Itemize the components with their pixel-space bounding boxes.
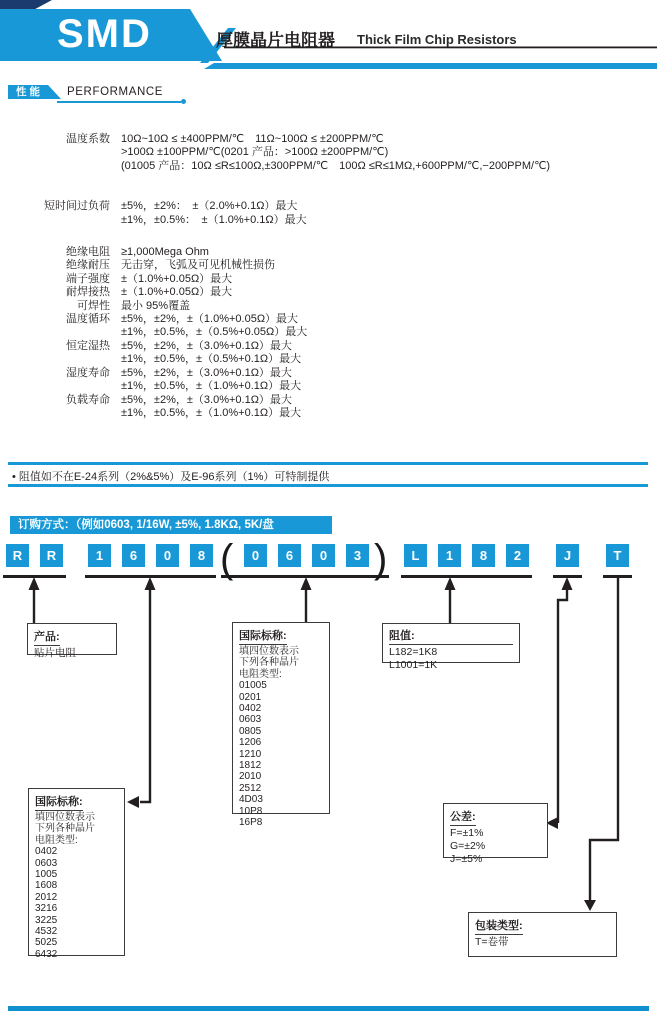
performance-heading: PERFORMANCE xyxy=(67,86,164,98)
performance-row-values xyxy=(121,273,232,286)
performance-row xyxy=(0,273,657,286)
group-underline xyxy=(85,575,216,578)
legend-line: 4532 xyxy=(35,926,58,938)
page-title-cn: 厚膜晶片电阻器 xyxy=(216,31,335,50)
group-underline xyxy=(553,575,582,578)
legend-lines xyxy=(475,936,610,949)
performance-value-line: ±5%，±2%，±（3.0%+0.1Ω）最大 xyxy=(121,339,292,352)
performance-tab-slant xyxy=(48,85,61,99)
page-title-en: Thick Film Chip Resistors xyxy=(357,32,517,47)
legend-box-inch-sizes xyxy=(232,622,330,829)
ordering-section-bar: 订购方式：（例如0603, 1/16W, ±5%, 1.8KΩ, 5K/盘 xyxy=(10,516,332,534)
legend-line: 2012 xyxy=(35,891,58,903)
performance-row xyxy=(0,300,657,313)
legend-line: 16P8 xyxy=(239,817,263,829)
legend-lines xyxy=(389,646,513,672)
code-box: 2 xyxy=(506,544,529,567)
code-box: 1 xyxy=(438,544,461,567)
legend-line: F=±1% xyxy=(450,827,484,839)
performance-table xyxy=(0,133,657,420)
code-box: L xyxy=(404,544,427,567)
note-text: • 阻值如不在E-24系列（2%&5%）及E-96系列（1%）可特制提供 xyxy=(12,471,330,483)
legend-line: L182=1K8 xyxy=(389,646,438,658)
legend-line: 5025 xyxy=(35,937,58,949)
performance-row xyxy=(0,246,657,259)
performance-row xyxy=(0,200,657,227)
ordering-diagram xyxy=(0,537,657,1002)
performance-tab-cn: 性 能 xyxy=(8,85,48,99)
performance-row xyxy=(0,286,657,299)
performance-row-values xyxy=(121,300,190,313)
performance-value-line: 无击穿，飞弧及可见机械性损伤 xyxy=(121,259,275,272)
legend-line: 2512 xyxy=(239,782,262,794)
performance-value-line: ±1%，±0.5%，±（1.0%+0.1Ω）最大 xyxy=(121,380,302,393)
legend-lines xyxy=(34,647,110,660)
performance-row xyxy=(0,133,657,173)
legend-box-tolerance xyxy=(443,803,548,865)
legend-line: 01005 xyxy=(239,680,267,692)
code-box: J xyxy=(556,544,579,567)
legend-lines xyxy=(35,812,118,960)
legend-line: 电阻类型: xyxy=(239,668,282,680)
legend-line: 0603 xyxy=(35,857,58,869)
legend-line: L1001=1K xyxy=(389,659,438,671)
legend-lines xyxy=(450,827,541,866)
code-box: 6 xyxy=(122,544,145,567)
legend-lines xyxy=(239,646,323,829)
performance-row-label: 温度循环 xyxy=(66,313,110,326)
performance-value-line: ±5%，±2%，±（3.0%+0.1Ω）最大 xyxy=(121,393,292,406)
legend-title: 公差: xyxy=(450,808,476,826)
legend-line: T=卷带 xyxy=(475,936,509,948)
legend-line: 0402 xyxy=(239,703,262,715)
legend-box-product xyxy=(27,623,117,659)
performance-row xyxy=(0,394,657,421)
legend-line: 1005 xyxy=(35,869,58,881)
legend-line: G=±2% xyxy=(450,840,486,852)
code-box: 3 xyxy=(346,544,369,567)
performance-value-line: ±5%，±2%，±（3.0%+0.1Ω）最大 xyxy=(121,366,292,379)
code-box: 8 xyxy=(472,544,495,567)
performance-value-line: >100Ω ±100PPM/℃(0201 产品：>100Ω ±200PPM/℃) xyxy=(121,146,389,159)
performance-row-label: 恒定湿热 xyxy=(66,339,110,352)
legend-line: 贴片电阻 xyxy=(34,647,76,659)
header-bar xyxy=(204,63,657,69)
group-underline xyxy=(221,575,389,578)
performance-value-line: ≥1,000Mega Ohm xyxy=(121,246,209,259)
legend-line: 6432 xyxy=(35,948,58,960)
performance-value-line: ±1%，±0.5%： ±（1.0%+0.1Ω）最大 xyxy=(121,213,307,226)
legend-line: 0805 xyxy=(239,725,262,737)
performance-row-label: 绝缘电阻 xyxy=(66,246,110,259)
performance-value-line: ±1%，±0.5%，±（1.0%+0.1Ω）最大 xyxy=(121,406,302,419)
performance-row-label: 绝缘耐压 xyxy=(66,259,110,272)
legend-line: 3216 xyxy=(35,903,58,915)
performance-row xyxy=(0,340,657,367)
code-box: 1 xyxy=(88,544,111,567)
performance-value-line: ±（1.0%+0.05Ω）最大 xyxy=(121,272,233,285)
note-rule-top xyxy=(8,462,648,465)
performance-dot xyxy=(181,99,186,104)
legend-box-packaging xyxy=(468,912,617,957)
legend-line: 4D03 xyxy=(239,794,263,806)
legend-line: 填四位数表示 xyxy=(35,812,95,823)
legend-line: 电阻类型: xyxy=(35,834,78,846)
legend-line: J=±5% xyxy=(450,853,483,865)
performance-value-line: (01005 产品：10Ω ≤R≤100Ω,±300PPM/℃ 100Ω ≤R≤1MΩ,+600PPM/℃,−200PPM/℃) xyxy=(121,159,551,172)
legend-line: 1812 xyxy=(239,760,262,772)
legend-title: 产品: xyxy=(34,628,60,646)
performance-row-label: 负载寿命 xyxy=(66,393,110,406)
legend-line: 下列各种晶片 xyxy=(239,657,299,669)
performance-row-label: 短时间过负荷 xyxy=(44,200,110,213)
note-rule-bottom xyxy=(8,484,648,487)
performance-value-line: 10Ω~10Ω ≤ ±400PPM/℃ 11Ω~100Ω ≤ ±200PPM/℃ xyxy=(121,133,384,145)
code-box: 0 xyxy=(312,544,335,567)
performance-value-line: 最小 95%覆盖 xyxy=(121,299,191,312)
performance-rule xyxy=(57,101,181,103)
legend-line: 填四位数表示 xyxy=(239,646,299,657)
legend-title: 包装类型: xyxy=(475,917,523,935)
performance-row-label: 耐焊接热 xyxy=(66,286,110,299)
performance-row-label: 温度系数 xyxy=(66,133,110,145)
code-box: T xyxy=(606,544,629,567)
legend-box-resistance xyxy=(382,623,520,671)
legend-box-metric-sizes xyxy=(28,788,125,960)
performance-row xyxy=(0,313,657,340)
legend-line: 1608 xyxy=(35,880,58,892)
performance-row-values xyxy=(121,133,550,173)
performance-row-values xyxy=(121,246,209,259)
performance-value-line: ±（1.0%+0.05Ω）最大 xyxy=(121,286,233,299)
code-box: R xyxy=(6,544,29,567)
performance-row-values xyxy=(121,340,301,367)
legend-line: 0603 xyxy=(239,714,262,726)
legend-line: 0201 xyxy=(239,691,262,703)
footer-rule xyxy=(8,1006,649,1011)
performance-row-label: 湿度寿命 xyxy=(66,366,110,379)
code-box: 6 xyxy=(278,544,301,567)
legend-line: 3225 xyxy=(35,914,58,926)
legend-title: 国际标称: xyxy=(239,627,287,645)
legend-title: 阻值: xyxy=(389,627,513,645)
paren-open: ( xyxy=(220,537,234,581)
legend-line: 2010 xyxy=(239,771,262,783)
performance-row-values xyxy=(121,313,307,340)
performance-value-line: ±1%，±0.5%，±（0.5%+0.05Ω）最大 xyxy=(121,326,308,339)
legend-line: 0402 xyxy=(35,846,58,858)
group-underline xyxy=(401,575,532,578)
performance-row-values xyxy=(121,259,275,272)
performance-row-values xyxy=(121,367,301,394)
performance-value-line: ±5%，±2%： ±（2.0%+0.1Ω）最大 xyxy=(121,200,298,213)
performance-row-label: 可焊性 xyxy=(77,299,110,312)
performance-value-line: ±5%，±2%，±（1.0%+0.05Ω）最大 xyxy=(121,313,299,326)
code-box: 0 xyxy=(244,544,267,567)
performance-row xyxy=(0,367,657,394)
performance-row xyxy=(0,259,657,272)
smd-logo: SMD xyxy=(57,12,152,56)
performance-row-label: 端子强度 xyxy=(66,272,110,285)
group-underline xyxy=(3,575,66,578)
legend-title: 国际标称: xyxy=(35,793,83,811)
code-box: R xyxy=(40,544,63,567)
performance-row-values xyxy=(121,200,307,227)
group-underline xyxy=(603,575,632,578)
code-box: 0 xyxy=(156,544,179,567)
legend-line: 10P8 xyxy=(239,805,263,817)
performance-row-values xyxy=(121,394,301,421)
code-box: 8 xyxy=(190,544,213,567)
performance-value-line: ±1%，±0.5%，±（0.5%+0.1Ω）最大 xyxy=(121,353,302,366)
legend-line: 1206 xyxy=(239,737,262,749)
legend-line: 下列各种晶片 xyxy=(35,823,95,835)
legend-line: 1210 xyxy=(239,748,262,760)
paren-close: ) xyxy=(374,537,388,581)
performance-row-values xyxy=(121,286,232,299)
